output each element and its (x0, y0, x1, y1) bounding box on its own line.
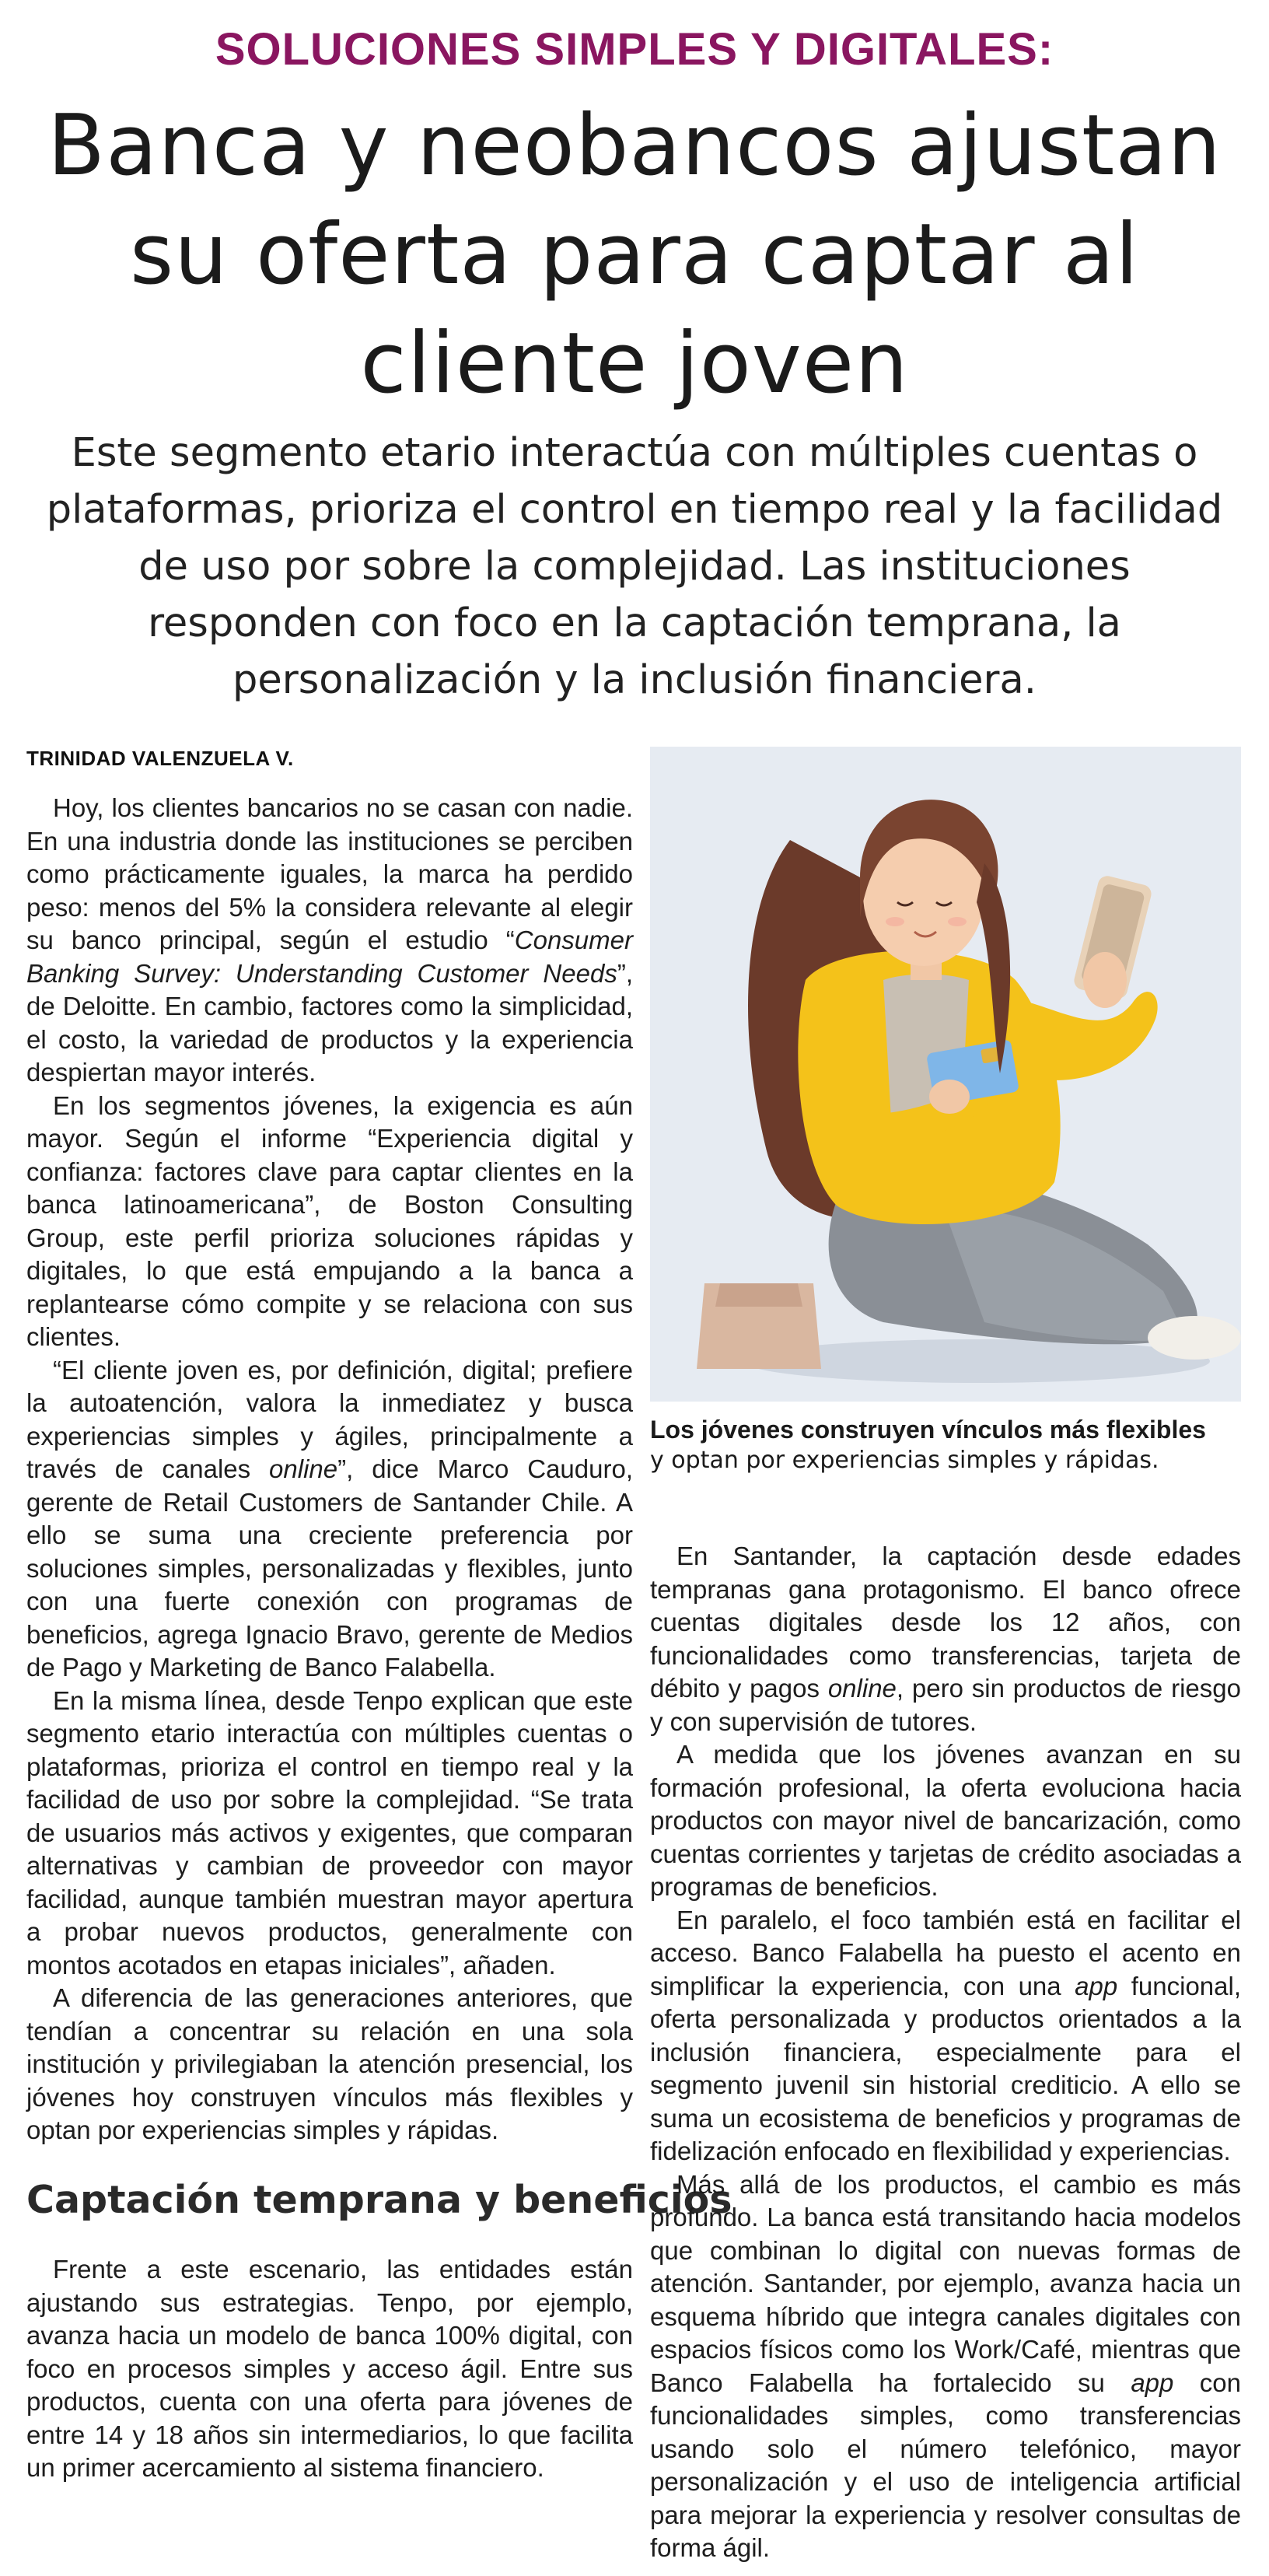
image-caption (650, 1414, 1249, 1476)
caption-rest: y optan por experiencias simples y rápidas. (650, 1447, 1159, 1474)
article-deck: Este segmento etario interactúa con múltiples cuentas o plataformas, prioriza el control en tiempo real y la facilidad de uso por sobre la complejidad. Las instituciones responden con foco en la captación temprana, la personalización y la inclusión financiera. (46, 430, 1223, 703)
body-paragraph: A medida que los jóvenes avanzan en su formación profesional, la oferta evoluciona hacia productos con mayor nivel de bancarización, como cuentas corrientes y tarjetas de crédito asociadas a programas de beneficios. (650, 1740, 1241, 1901)
illustration-young-woman-with-phone-and-card (650, 747, 1241, 1402)
body-paragraph: A diferencia de las generaciones anteriores, que tendían a concentrar su relación en una sola institución y privilegiaban la atención presencial, los jóvenes hoy construyen vínculos más flexibles y optan por experiencias simples y rápidas. (26, 1983, 633, 2144)
body-paragraph: En Santander, la captación desde edades tempranas gana protagonismo. El banco ofrece cuentas digitales desde los 12 años, con funcionalidades como transferencias, tarjeta de débito y pagos online, pero sin productos de riesgo y con supervisión de tutores. (650, 1542, 1241, 1736)
body-column-right (650, 1540, 1241, 2565)
section-subheading: Captación temprana y beneficios (26, 2178, 732, 2222)
caption-bold: Los jóvenes construyen vínculos más flexibles (650, 1416, 1206, 1444)
illustration-svg (650, 747, 1241, 1402)
body-paragraph: En paralelo, el foco también está en facilitar el acceso. Banco Falabella ha puesto el acento en simplificar la experiencia, con una app funcional, oferta personalizada y productos orientados a la inclusión financiera, especialmente para el segmento juvenil sin historial crediticio. A ello se suma un ecosistema de beneficios y programas de fidelización enfocado en flexibilidad y experiencias. (650, 1905, 1241, 2165)
article-kicker: SOLUCIONES SIMPLES Y DIGITALES: (215, 24, 1054, 75)
body-paragraph: Más allá de los productos, el cambio es más profundo. La banca está transitando hacia modelos que combinan lo digital con nuevas formas de atención. Santander, por ejemplo, avanza hacia un esquema híbrido que integra canales digitales con espacios físicos como los Work/Café, mientras que Banco Falabella ha fortalecido su app con funcionalidades simples, como transferencias usando solo el número telefónico, mayor personalización y el uso de inteligencia artificial para mejorar la experiencia y resolver consultas de forma ágil. (650, 2169, 1241, 2562)
body-paragraph: “El cliente joven es, por definición, digital; prefiere la autoatención, valora la inmediatez y busca experiencias simples y ágiles, principalmente a través de canales online”, dice Marco Cauduro, gerente de Retail Customers de Santander Chile. A ello se suma una creciente preferencia por soluciones simples, personalizadas y flexibles, junto con una fuerte conexión con programas de beneficios, agrega Ignacio Bravo, gerente de Medios de Pago y Marketing de Banco Falabella. (26, 1355, 633, 1682)
article-headline: Banca y neobancos ajustan su oferta para captar al cliente joven (47, 97, 1222, 412)
body-column-left (26, 792, 633, 2147)
body-paragraph: Frente a este escenario, las entidades están ajustando sus estrategias. Tenpo, por ejemplo, avanza hacia un modelo de banca 100% digital, con foco en procesos simples y acceso ágil. Entre sus productos, cuenta con una oferta para jóvenes de entre 14 y 18 años sin intermediarios, lo que facilita un primer acercamiento al sistema financiero. (26, 2255, 633, 2482)
body-paragraph: Hoy, los clientes bancarios no se casan con nadie. En una industria donde las instituciones se perciben como prácticamente iguales, la marca ha perdido peso: menos del 5% la considera relevante al elegir su banco principal, según el estudio “Consumer Banking Survey: Understanding Customer Needs”, de Deloitte. En cambio, factores como la simplicidad, el costo, la variedad de productos y la experiencia despiertan mayor interés. (26, 793, 633, 1087)
author-byline: TRINIDAD VALENZUELA V. (26, 747, 294, 770)
body-paragraph: En la misma línea, desde Tenpo explican que este segmento etario interactúa con múltiples cuentas o plataformas, prioriza el control en tiempo real y la facilidad de uso por sobre la complejidad. “Se trata de usuarios más activos y exigentes, que comparan alternativas y cambian de proveedor con mayor facilidad, aunque también muestran mayor apertura a probar nuevos productos, generalmente con montos acotados en etapas iniciales”, añaden. (26, 1685, 633, 1979)
body-column-left-lower (26, 2253, 633, 2485)
body-paragraph: En los segmentos jóvenes, la exigencia es aún mayor. Según el informe “Experiencia digital y confianza: factores clave para captar clientes en la banca latinoamericana”, de Boston Consulting Group, este perfil prioriza soluciones rápidas y digitales, lo que está empujando a la banca a replantearse cómo compite y se relaciona con sus clientes. (26, 1090, 633, 1351)
